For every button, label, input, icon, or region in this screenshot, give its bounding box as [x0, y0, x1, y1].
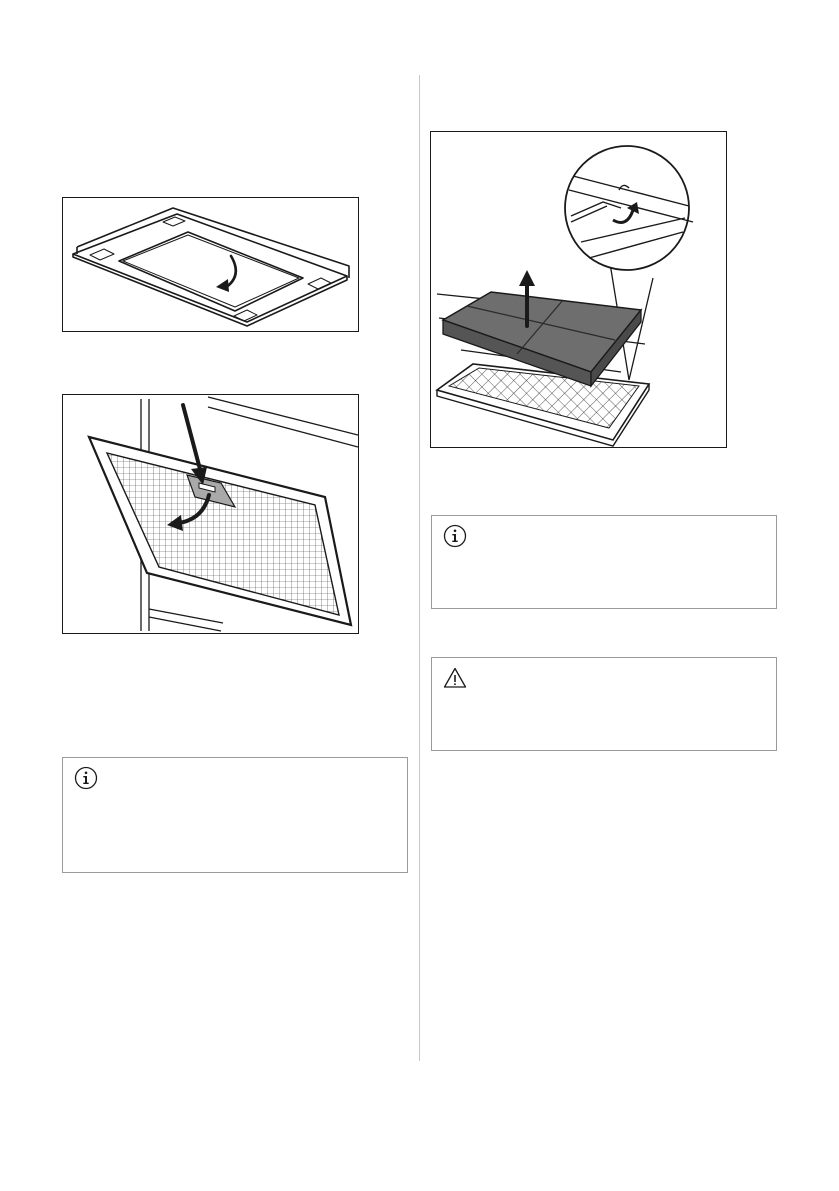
info-icon — [443, 524, 467, 548]
hood-panel-rotate-diagram — [63, 198, 358, 331]
warning-notice-right — [431, 657, 777, 751]
info-notice-right — [431, 515, 777, 609]
grease-filter-release-diagram — [63, 395, 358, 633]
charcoal-filter-removal-illustration — [430, 131, 727, 448]
column-divider — [419, 75, 420, 1061]
warning-icon — [443, 666, 467, 690]
charcoal-filter-detach-diagram — [431, 132, 726, 447]
grease-filter-removal-illustration — [62, 394, 359, 634]
info-notice-left — [62, 757, 408, 873]
hood-panel-illustration — [62, 197, 359, 332]
info-icon — [74, 766, 98, 790]
